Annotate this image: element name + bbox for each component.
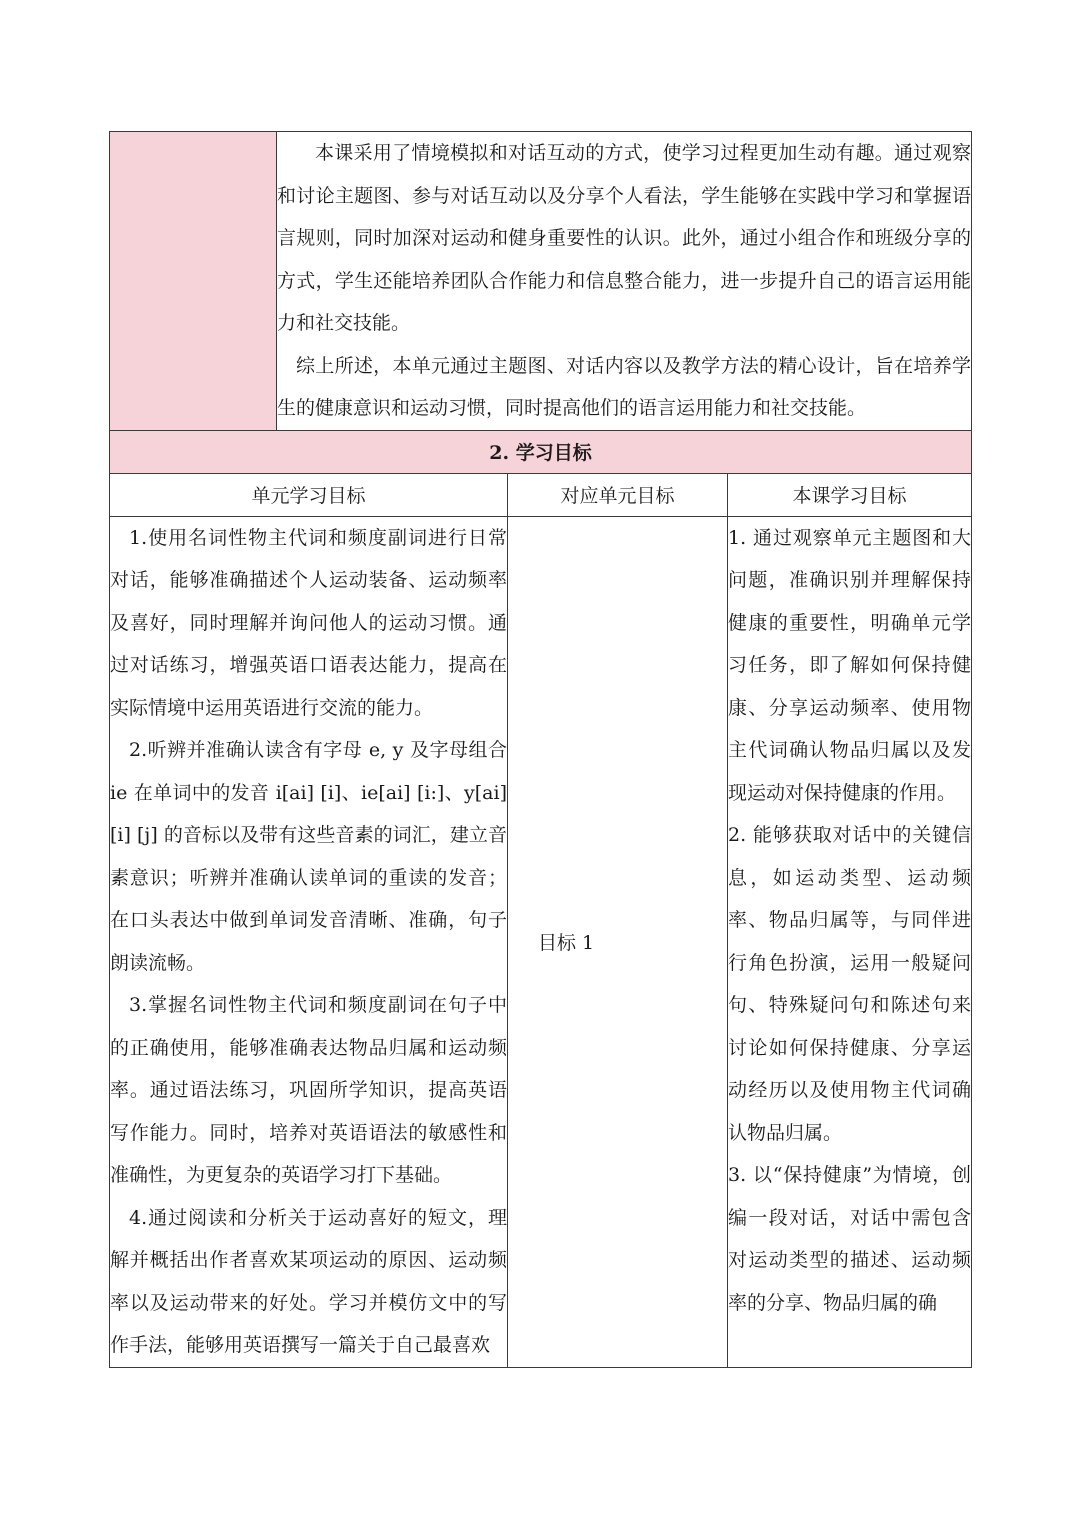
header-corresponding-goal: 对应单元目标 (508, 473, 728, 516)
table-header-row (110, 473, 972, 516)
corresponding-goal-cell: 目标 1 (508, 516, 728, 1367)
unit-objective-2: 2.听辨并准确认读含有字母 e, y 及字母组合 ie 在单词中的发音 i[ai] [i]、ie[ai] [i:]、y[ai] [i] [j] 的音标以及带有这些音素的词汇，建立音素意识；听辨并准确认读单词的重读的发音；在口头表达中做到单词发音清晰、准确，句子朗读流畅。 (110, 739, 507, 974)
intro-row (110, 132, 972, 431)
intro-paragraph-2: 综上所述，本单元通过主题图、对话内容以及教学方法的精心设计，旨在培养学生的健康意识和运动习惯，同时提高他们的语言运用能力和社交技能。 (277, 354, 971, 419)
intro-paragraph-1: 本课采用了情境模拟和对话互动的方式，使学习过程更加生动有趣。通过观察和讨论主题图、参与对话互动以及分享个人看法，学生能够在实践中学习和掌握语言规则，同时加深对运动和健身重要性的认识。此外，通过小组合作和班级分享的方式，学生还能培养团队合作能力和信息整合能力，进一步提升自己的语言运用能力和社交技能。 (277, 142, 971, 334)
unit-objective-4: 4.通过阅读和分析关于运动喜好的短文，理解并概括出作者喜欢某项运动的原因、运动频率以及运动带来的好处。学习并模仿文中的写作手法，能够用英语撰写一篇关于自己最喜欢 (110, 1206, 507, 1356)
unit-objective-1: 1.使用名词性物主代词和频度副词进行日常对话，能够准确描述个人运动装备、运动频率及喜好，同时理解并询问他人的运动习惯。通过对话练习，增强英语口语表达能力，提高在实际情境中运用英语进行交流的能力。 (110, 526, 507, 719)
course-objective-3: 3. 以“保持健康”为情境，创编一段对话，对话中需包含对运动类型的描述、运动频率的分享、物品归属的确 (728, 1164, 971, 1314)
header-unit-objectives: 单元学习目标 (110, 473, 508, 516)
course-objective-2: 2. 能够获取对话中的关键信息，如运动类型、运动频率、物品归属等，与同伴进行角色扮演，运用一般疑问句、特殊疑问句和陈述句来讨论如何保持健康、分享运动经历以及使用物主代词确认物品归属。 (728, 824, 971, 1144)
intro-label-cell (110, 132, 277, 431)
unit-objective-3: 3.掌握名词性物主代词和频度副词在句子中的正确使用，能够准确表达物品归属和运动频率。通过语法练习，巩固所学知识，提高英语写作能力。同时，培养对英语语法的敏感性和准确性，为更复杂的英语学习打下基础。 (110, 994, 507, 1186)
course-objective-1: 1. 通过观察单元主题图和大问题，准确识别并理解保持健康的重要性，明确单元学习任务，即了解如何保持健康、分享运动频率、使用物主代词确认物品归属以及发现运动对保持健康的作用。 (728, 526, 971, 804)
lesson-plan-table (109, 131, 972, 1368)
objectives-row (110, 516, 972, 1367)
course-objectives-cell (728, 516, 972, 1367)
header-course-objectives: 本课学习目标 (728, 473, 972, 516)
intro-text-cell (277, 132, 972, 431)
unit-objectives-cell (110, 516, 508, 1367)
section-title: 2. 学习目标 (110, 430, 972, 473)
section-title-row (110, 430, 972, 473)
